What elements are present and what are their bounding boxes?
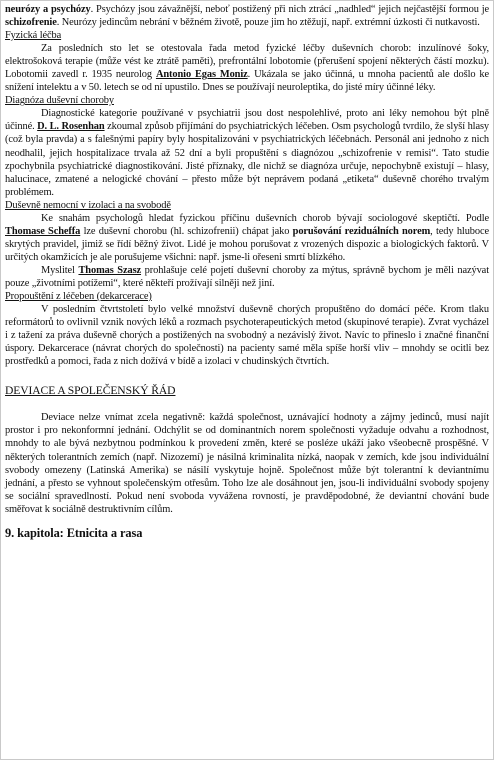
intro-paragraph: [5, 3, 489, 29]
physical-text-2: . Ukázala se jako účinná, u mnoha pacientů ale došlo ke snížení intelektu a v 50. letech se od ní upustilo. Dnes se používají neuroleptika, do jisté míry účinné léky.: [5, 69, 489, 94]
szasz-text-2: prohlašuje celé pojetí duševní choroby za mýtus, správně bychom je měli nazývat pouze „životními potížemi“, které někteří prožívají silněji než jiní.: [5, 264, 489, 289]
section-title: DEVIACE A SPOLEČENSKÝ ŘÁD: [5, 384, 176, 398]
heading-deinstitutionalization: Propouštění z léčeben (dekarcerace): [5, 291, 152, 303]
next-chapter-heading: 9. kapitola: Etnicita a rasa: [5, 525, 143, 540]
intro-text-1: . Psychózy jsou závažnější, neboť postižený při nich ztrácí „nadhled“ jejich nejčastější formou je: [90, 4, 489, 15]
szasz-text-1: Myslitel: [41, 264, 79, 276]
diagnosis-text-2: zkoumal způsob přijímání do psychiatrických léčeben. Osm psychologů tvrdilo, že slyší hlasy (což byla pravda) a s falešnými papíry byly hospitalizováni v psychiatrických léčebnách. Personál ani jednoho z nich neodhalil, jejich hospitalizace trvala až 52 dní a byli propuštění s diagnózou „schizofrenie v remisi“. Tato studie zpochybnila psychiatrické diagnostikování. Jisté příznaky, dle nichž se diagnóza určuje, nepochybně existují – hlasy, halucinace, zmatené a nelogické chování – přesto může být neprávem podaná „etiketa“ duševně chorého trvalým problémem.: [5, 121, 490, 198]
scheff-text-1: Ke snahám psychologů hledat fyzickou příčinu duševních chorob bývají sociologové skeptičtí. Podle: [41, 212, 489, 224]
person-szasz: Thomas Szasz: [78, 264, 142, 276]
document-body: [5, 3, 489, 540]
physical-text-1: Za posledních sto let se otestovala řada metod fyzické léčby duševních chorob: inzulínové šoky, elektrošoková terapie (může vést ke ztrátě paměti), prefrontální lobotomie (přerušení spojení některých částí mozku). Lobotomii zavedl r. 1935 neurolog: [5, 43, 489, 81]
heading-diagnosis: Diagnóza duševní choroby: [5, 95, 114, 107]
deviance-paragraph: Deviace nelze vnímat zcela negativně: každá společnost, uznávající hodnoty a zájmy jedinců, musí najít prostor i pro nekonformní jednání. Odchýlit se od dominantních norem společnosti vyžaduje odvahu a rozhodnost, mnohdy to ale bývá nezbytnou podmínkou k provedení změn, které se posléze ukáží jako všeobecně prospěšné. V některých tolerantních zemích (např. Nizozemí) je násilná kriminalita nízká, naopak v zemích, kde jsou individuální svobody omezeny (Latinská Amerika) se násilí vyskytuje hojně. Společnost může být tolerantní k deviantnímu jednání, a přesto se vyhnout společenským otřesům. Toho lze ale dosáhnout jen, jsou-li individuální svobody spojeny se sociální spravedlností. Pokud není svoboda vyvážena rovností, je pravděpodobné, že deviantní chování bude směřovat k sociálně destruktivním cílům.: [5, 412, 489, 515]
scheff-text-3: , tedy hluboce skrytých pravidel, jimiž se řídí běžný život. Lidé je mohou porušovat z vrozených dispozic a biologických faktorů. V určitých okamžicích je ale porušujeme všichni: např. jsme-li ořeseni smrtí blízkého.: [5, 225, 490, 263]
term-neuroses-psychoses: neurózy a psychózy: [5, 4, 91, 15]
person-rosenhan: D. L. Rosenhan: [37, 121, 105, 133]
physical-treatment-paragraph: [5, 42, 489, 94]
szasz-paragraph: [5, 264, 489, 290]
scheff-paragraph: [5, 212, 489, 264]
scheff-text-2: lze duševní chorobu (hl. schizofrenii) chápat jako: [80, 225, 293, 237]
diagnosis-paragraph: [5, 107, 489, 198]
term-residual-norms: porušování reziduálních norem: [292, 225, 431, 237]
person-scheff: Thomase Scheffa: [5, 225, 81, 237]
heading-physical-treatment: Fyzická léčba: [5, 30, 62, 42]
heading-social-illness: Duševně nemocní v izolaci a na svobodě: [5, 199, 171, 211]
diagnosis-text-1: Diagnostické kategorie používané v psychiatrii jsou dost nespolehlivé, proto ani léky nemohou být plně účinné.: [5, 108, 489, 133]
intro-text-2: . Neurózy jedincům nebrání v běžném životě, pouze jim ho ztěžují, např. extrémní úzkosti či nutkavosti.: [56, 17, 480, 29]
person-egas-moniz: Antonio Egas Moniz: [155, 69, 248, 81]
deinstitutionalization-paragraph: V posledním čtvrtstoletí bylo velké množství duševně chorých propuštěno do domácí péče. Krom tlaku reformátorů to ovlivnil vznik nových léků a rozmach psychoterapeutických metod (skupinové terapie). Zvrat vycházel i z tažení za práva duševně chorých a postižených na svobodný a nezávislý život. Navíc to přineslo i značné finanční úspory. Dekarcerace (návrat chorých do společnosti) na pacienty samé měla spíše horší vliv – mnohdy se ocitli bez prostředků a pomoci, řada z nich dožívá v bídě a izolaci v chudinských čtvrtích.: [5, 304, 489, 368]
term-schizophrenia: schizofrenie: [5, 17, 57, 29]
